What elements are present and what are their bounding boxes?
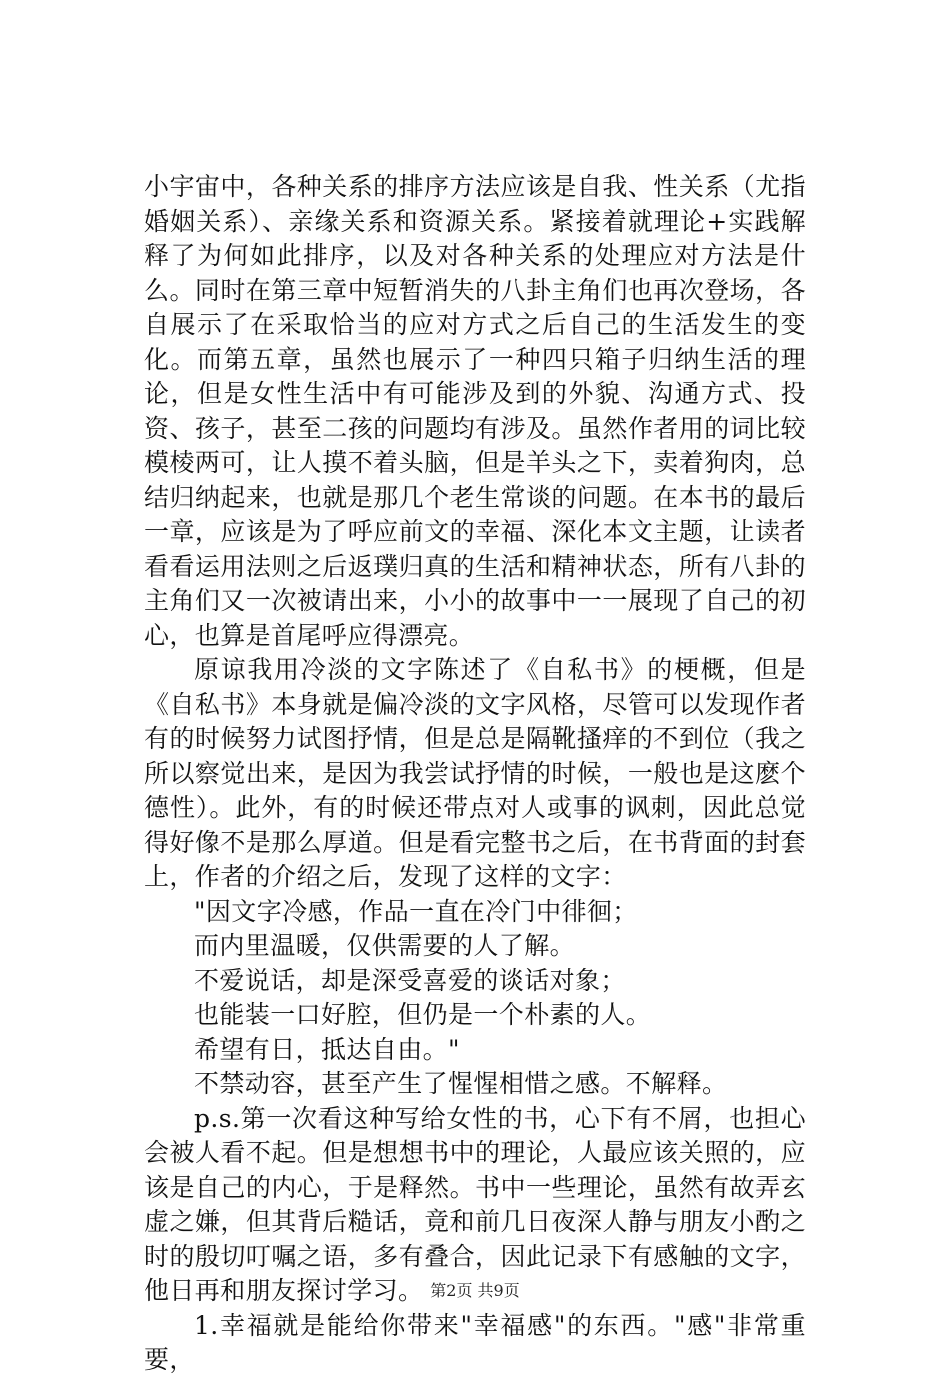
quote-line-2: 而内里温暖，仅供需要的人了解。 — [194, 931, 576, 960]
paragraph-2: 原谅我用冷淡的文字陈述了《自私书》的梗概，但是《自私书》本身就是偏冷淡的文字风格，尽管可以发现作者有的时候努力试图抒情，但是总是隔靴搔痒的不到位（我之所以察觉出来，是因为我尝试抒情的时候，一般也是这麽个德性）。此外，有的时候还带点对人或事的讽刺，因此总觉得好像不是那么厚道。但是看完整书之后，在书背面的封套上，作者的介绍之后，发现了这样的文字： — [144, 655, 806, 891]
quote-line-3: 不爱说话，却是深受喜爱的谈话对象； — [194, 965, 626, 995]
paragraph-postscript: p.s.第一次看这种写给女性的书，心下有不屑，也担心会被人看不起。但是想想书中的理论，人最应该关照的，应该是自己的内心，于是释然。书中一些理论，虽然有故弄玄虚之嫌，但其背后糙话，竟和前几日夜深人静与朋友小酌之时的殷切叮嘱之语，多有叠合，因此记录下有感触的文字，他日再和朋友探讨学习。 — [144, 1103, 806, 1305]
list-item-1: 1.幸福就是能给你带来"幸福感"的东西。"感"非常重要， — [144, 1310, 806, 1374]
page-number-footer: 第2页 共9页 — [430, 1281, 520, 1300]
paragraph-reaction: 不禁动容，甚至产生了惺惺相惜之感。不解释。 — [194, 1069, 728, 1098]
quote-line-5: 希望有日，抵达自由。" — [194, 1034, 460, 1064]
quote-line-4: 也能装一口好腔，但仍是一个朴素的人。 — [194, 1000, 652, 1029]
paragraph-1: 小宇宙中，各种关系的排序方法应该是自我、性关系（尤指婚姻关系）、亲缘关系和资源关系。紧接着就理论+实践解释了为何如此排序，以及对各种关系的处理应对方法是什么。同时在第三章中短暂消失的八卦主角们也再次登场，各自展示了在采取恰当的应对方式之后自己的生活发生的变化。而第五章，虽然也展示了一种四只箱子归纳生活的理论，但是女性生活中有可能涉及到的外貌、沟通方式、投资、孩子，甚至二孩的问题均有涉及。虽然作者用的词比较模棱两可，让人摸不着头脑，但是羊头之下，卖着狗肉，总结归纳起来，也就是那几个老生常谈的问题。在本书的最后一章，应该是为了呼应前文的幸福、深化本文主题，让读者看看运用法则之后返璞归真的生活和精神状态，所有八卦的主角们又一次被请出来，小小的故事中一一展现了自己的初心，也算是首尾呼应得漂亮。 — [144, 172, 806, 650]
quote-line-1: "因文字冷感，作品一直在冷门中徘徊； — [194, 896, 638, 926]
document-body — [144, 170, 806, 1378]
